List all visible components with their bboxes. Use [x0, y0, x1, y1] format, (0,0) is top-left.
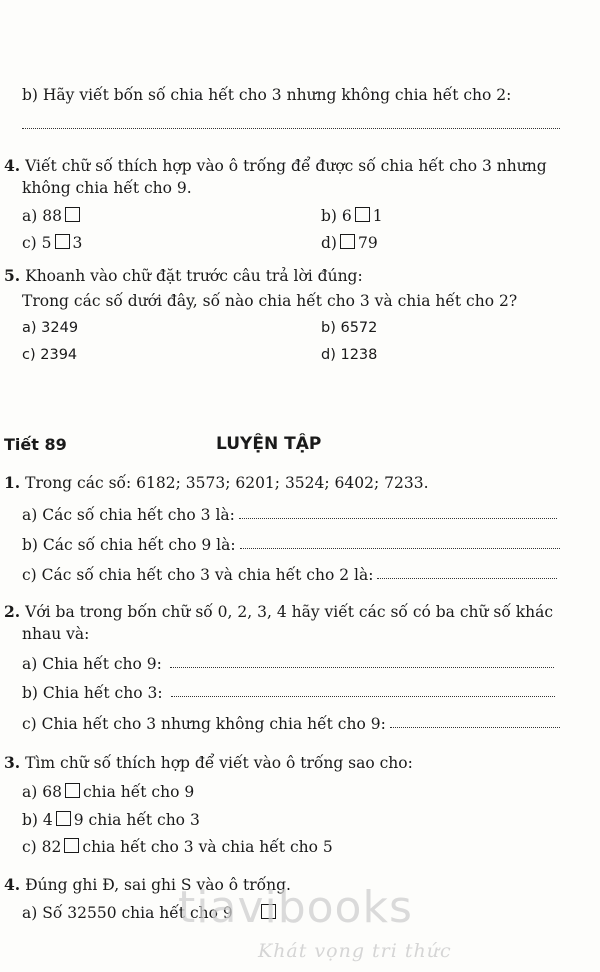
watermark-slogan: Khát vọng tri thức — [258, 940, 452, 962]
exercise-2a: a) Chia hết cho 9: — [22, 657, 554, 673]
exercise-number: 5. — [4, 266, 21, 285]
blank-box[interactable] — [340, 234, 355, 249]
option-5d[interactable]: d) 1238 — [321, 347, 378, 363]
answer-line[interactable] — [171, 695, 555, 697]
exercise-1a: a) Các số chia hết cho 3 là: — [22, 508, 557, 524]
option-4b: b) 6 1 — [321, 207, 383, 225]
exercise-4a: a) Số 32550 chia hết cho 9 — [22, 904, 279, 922]
answer-line[interactable] — [170, 666, 554, 668]
exercise-number: 4. — [4, 156, 21, 175]
exercise-3b: b) 4 9 chia hết cho 3 — [22, 811, 200, 829]
exercise-3a: a) 68 chia hết cho 9 — [22, 783, 195, 801]
exercise-4-prompt: 4. Đúng ghi Đ, sai ghi S vào ô trống. — [4, 875, 291, 894]
exercise-3b-prompt: b) Hãy viết bốn số chia hết cho 3 nhưng không chia hết cho 2: — [22, 86, 512, 104]
lesson-title: LUYỆN TẬP — [216, 434, 322, 454]
exercise-5-prompt-line2: Trong các số dưới đây, số nào chia hết cho 3 và chia hết cho 2? — [22, 292, 518, 310]
answer-line[interactable] — [377, 577, 557, 579]
exercise-2-prompt-line1: 2. Với ba trong bốn chữ số 0, 2, 3, 4 hãy viết các số có ba chữ số khác — [4, 602, 554, 621]
option-5c[interactable]: c) 2394 — [22, 347, 78, 363]
exercise-2-prompt-line2: nhau và: — [22, 625, 90, 643]
blank-box[interactable] — [55, 234, 70, 249]
option-4c: c) 5 3 — [22, 234, 83, 252]
blank-box[interactable] — [56, 811, 71, 826]
blank-box[interactable] — [64, 838, 79, 853]
option-4a: a) 88 — [22, 207, 83, 225]
answer-line[interactable] — [239, 517, 557, 519]
watermark-brand: tiavibooks — [178, 882, 413, 933]
option-5a[interactable]: a) 3249 — [22, 320, 79, 336]
blank-box[interactable] — [65, 783, 80, 798]
exercise-2b: b) Chia hết cho 3: — [22, 686, 555, 702]
exercise-4-prompt-line2: không chia hết cho 9. — [22, 179, 192, 197]
answer-line[interactable] — [390, 726, 560, 728]
exercise-4-prompt-line1: 4. Viết chữ số thích hợp vào ô trống để được số chia hết cho 3 nhưng — [4, 156, 547, 175]
option-4d: d) 79 — [321, 234, 378, 252]
lesson-number: Tiết 89 — [4, 435, 67, 454]
exercise-5-prompt-line1: 5. Khoanh vào chữ đặt trước câu trả lời đúng: — [4, 266, 363, 285]
exercise-1c: c) Các số chia hết cho 3 và chia hết cho 2 là: — [22, 568, 557, 584]
answer-line[interactable] — [240, 547, 560, 549]
blank-box[interactable] — [65, 207, 80, 222]
blank-box[interactable] — [355, 207, 370, 222]
exercise-3c: c) 82 chia hết cho 3 và chia hết cho 5 — [22, 838, 333, 856]
option-5b[interactable]: b) 6572 — [321, 320, 378, 336]
exercise-1b: b) Các số chia hết cho 9 là: — [22, 538, 560, 554]
exercise-2c: c) Chia hết cho 3 nhưng không chia hết cho 9: — [22, 717, 560, 733]
answer-line — [22, 128, 560, 129]
exercise-3-prompt: 3. Tìm chữ số thích hợp để viết vào ô trống sao cho: — [4, 753, 413, 772]
exercise-1-prompt: 1. Trong các số: 6182; 3573; 6201; 3524; 6402; 7233. — [4, 473, 429, 492]
